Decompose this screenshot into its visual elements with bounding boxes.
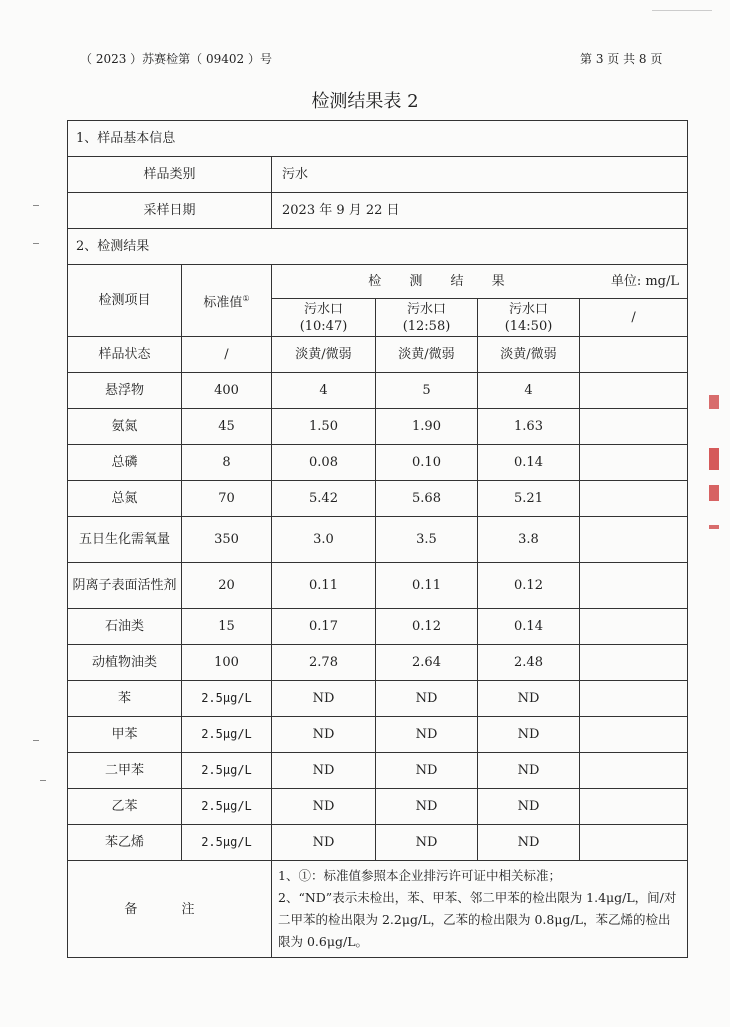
standard-value: 100: [182, 645, 272, 681]
standard-value: 70: [182, 481, 272, 517]
result-value: 3.0: [272, 517, 376, 563]
margin-mark: [33, 740, 39, 741]
result-value: 5: [376, 373, 478, 409]
sample-point-name: 污水口: [406, 301, 446, 317]
section2-title: 2、检测结果: [68, 229, 688, 265]
standard-value: 2.5μg/L: [182, 681, 272, 717]
result-value: 0.11: [272, 563, 376, 609]
result-value: 2.48: [478, 645, 580, 681]
result-value: ND: [376, 681, 478, 717]
result-value: ND: [376, 789, 478, 825]
result-value: 0.08: [272, 445, 376, 481]
table-row: [68, 609, 688, 645]
result-value: [580, 517, 688, 563]
sample-point-name: 污水口: [303, 301, 343, 317]
results-group-header: [272, 265, 688, 299]
result-value: [580, 563, 688, 609]
table-row: [68, 409, 688, 445]
result-value: 5.21: [478, 481, 580, 517]
result-value: ND: [272, 717, 376, 753]
result-value: [580, 609, 688, 645]
result-value: [580, 409, 688, 445]
margin-mark: [33, 243, 39, 244]
result-value: ND: [478, 717, 580, 753]
table-row: [68, 789, 688, 825]
table-row: [68, 825, 688, 861]
sample-col-header: [580, 299, 688, 337]
result-value: ND: [478, 825, 580, 861]
result-value: [580, 825, 688, 861]
result-value: 3.8: [478, 517, 580, 563]
result-value: [580, 681, 688, 717]
result-value: 1.63: [478, 409, 580, 445]
result-value: 0.17: [272, 609, 376, 645]
item-name: 总磷: [68, 445, 182, 481]
table-row: [68, 645, 688, 681]
table-row: [68, 563, 688, 609]
result-value: [580, 337, 688, 373]
results-table: [67, 120, 688, 958]
remark-line: 1、①：标准值参照本企业排污许可证中相关标准；: [278, 868, 561, 883]
result-value: 5.68: [376, 481, 478, 517]
sampling-date-row: [68, 193, 688, 229]
standard-value: 15: [182, 609, 272, 645]
standard-value: 400: [182, 373, 272, 409]
result-value: ND: [478, 753, 580, 789]
sample-col-header: [478, 299, 580, 337]
result-value: ND: [376, 717, 478, 753]
result-value: 0.10: [376, 445, 478, 481]
table-row: [68, 373, 688, 409]
seal-fragment: [709, 525, 719, 529]
result-value: 1.90: [376, 409, 478, 445]
margin-mark: [40, 780, 46, 781]
standard-value: 2.5μg/L: [182, 825, 272, 861]
table-row: [68, 753, 688, 789]
sample-type-value: 污水: [272, 157, 688, 193]
result-value: ND: [272, 789, 376, 825]
sampling-date-value: 2023 年 9 月 22 日: [272, 193, 688, 229]
sample-time: (10:47): [299, 318, 348, 334]
item-name: 苯乙烯: [68, 825, 182, 861]
results-header-label: 检 测 结 果: [368, 274, 517, 289]
sample-time: (14:50): [504, 318, 553, 334]
result-value: 淡黄/微弱: [478, 337, 580, 373]
item-name: 苯: [68, 681, 182, 717]
standard-value: 350: [182, 517, 272, 563]
item-name: 五日生化需氧量: [68, 517, 182, 563]
results-header-row: [68, 265, 688, 299]
table-row: [68, 337, 688, 373]
standard-value: 20: [182, 563, 272, 609]
item-name: 二甲苯: [68, 753, 182, 789]
sample-time: (12:58): [402, 318, 451, 334]
result-value: [580, 645, 688, 681]
item-name: 动植物油类: [68, 645, 182, 681]
standard-value: 45: [182, 409, 272, 445]
result-value: [580, 717, 688, 753]
table-row: [68, 717, 688, 753]
item-name: 氨氮: [68, 409, 182, 445]
remarks-label: 备 注: [124, 901, 215, 917]
seal-fragment: [709, 448, 719, 470]
result-value: 4: [478, 373, 580, 409]
section1-header-row: [68, 121, 688, 157]
result-value: ND: [478, 681, 580, 717]
item-name: 石油类: [68, 609, 182, 645]
page-indicator: 第 3 页 共 8 页: [580, 52, 663, 66]
report-number: （ 2023 ）苏赛检第（ 09402 ）号: [80, 52, 272, 66]
standard-value: 8: [182, 445, 272, 481]
result-value: ND: [272, 681, 376, 717]
sample-point-name: 污水口: [508, 301, 548, 317]
remark-line: 2、“ND”表示未检出，苯、甲苯、邻二甲苯的检出限为 1.4μg/L，间/对二甲苯的检出限为 2.2μg/L，乙苯的检出限为 0.8μg/L，苯乙烯的检出限为 0.6μg/L。: [278, 890, 677, 949]
col-header-standard: [182, 265, 272, 337]
result-value: 2.64: [376, 645, 478, 681]
result-value: 0.11: [376, 563, 478, 609]
table-row: [68, 445, 688, 481]
result-value: [580, 753, 688, 789]
table-row: [68, 517, 688, 563]
section1-title: 1、样品基本信息: [68, 121, 688, 157]
remarks-label-cell: [68, 861, 272, 958]
result-value: 4: [272, 373, 376, 409]
result-value: ND: [272, 825, 376, 861]
remarks-text-cell: [272, 861, 688, 958]
result-value: ND: [376, 753, 478, 789]
item-name: 乙苯: [68, 789, 182, 825]
standard-value: 2.5μg/L: [182, 717, 272, 753]
margin-mark: [33, 205, 39, 206]
section2-header-row: [68, 229, 688, 265]
result-value: 淡黄/微弱: [272, 337, 376, 373]
item-name: 样品状态: [68, 337, 182, 373]
result-value: 0.14: [478, 445, 580, 481]
standard-footnote-marker: ①: [242, 293, 250, 303]
sampling-date-label: 采样日期: [68, 193, 272, 229]
sample-point-name: /: [631, 310, 636, 325]
unit-label: 单位: mg/L: [610, 274, 680, 289]
item-name: 悬浮物: [68, 373, 182, 409]
standard-value: 2.5μg/L: [182, 753, 272, 789]
result-value: 淡黄/微弱: [376, 337, 478, 373]
result-value: 3.5: [376, 517, 478, 563]
standard-value: 2.5μg/L: [182, 789, 272, 825]
table-row: [68, 481, 688, 517]
remarks-row: [68, 861, 688, 958]
result-value: 0.12: [478, 563, 580, 609]
sample-col-header: [272, 299, 376, 337]
result-value: 0.12: [376, 609, 478, 645]
table-row: [68, 681, 688, 717]
seal-fragment: [709, 395, 719, 409]
page-title: 检测结果表 2: [311, 91, 419, 112]
result-value: ND: [376, 825, 478, 861]
sample-type-label: 样品类别: [68, 157, 272, 193]
result-value: [580, 373, 688, 409]
item-name: 甲苯: [68, 717, 182, 753]
col-header-standard-label: 标准值: [203, 295, 243, 311]
item-name: 阴离子表面活性剂: [68, 563, 182, 609]
result-value: ND: [272, 753, 376, 789]
corner-mark: [652, 10, 712, 29]
standard-value: /: [182, 337, 272, 373]
seal-fragment: [709, 485, 719, 501]
sample-col-header: [376, 299, 478, 337]
result-value: [580, 445, 688, 481]
col-header-item: 检测项目: [68, 265, 182, 337]
result-value: ND: [478, 789, 580, 825]
result-value: [580, 789, 688, 825]
result-value: [580, 481, 688, 517]
result-value: 1.50: [272, 409, 376, 445]
sample-type-row: [68, 157, 688, 193]
result-value: 5.42: [272, 481, 376, 517]
result-value: 0.14: [478, 609, 580, 645]
item-name: 总氮: [68, 481, 182, 517]
result-value: 2.78: [272, 645, 376, 681]
